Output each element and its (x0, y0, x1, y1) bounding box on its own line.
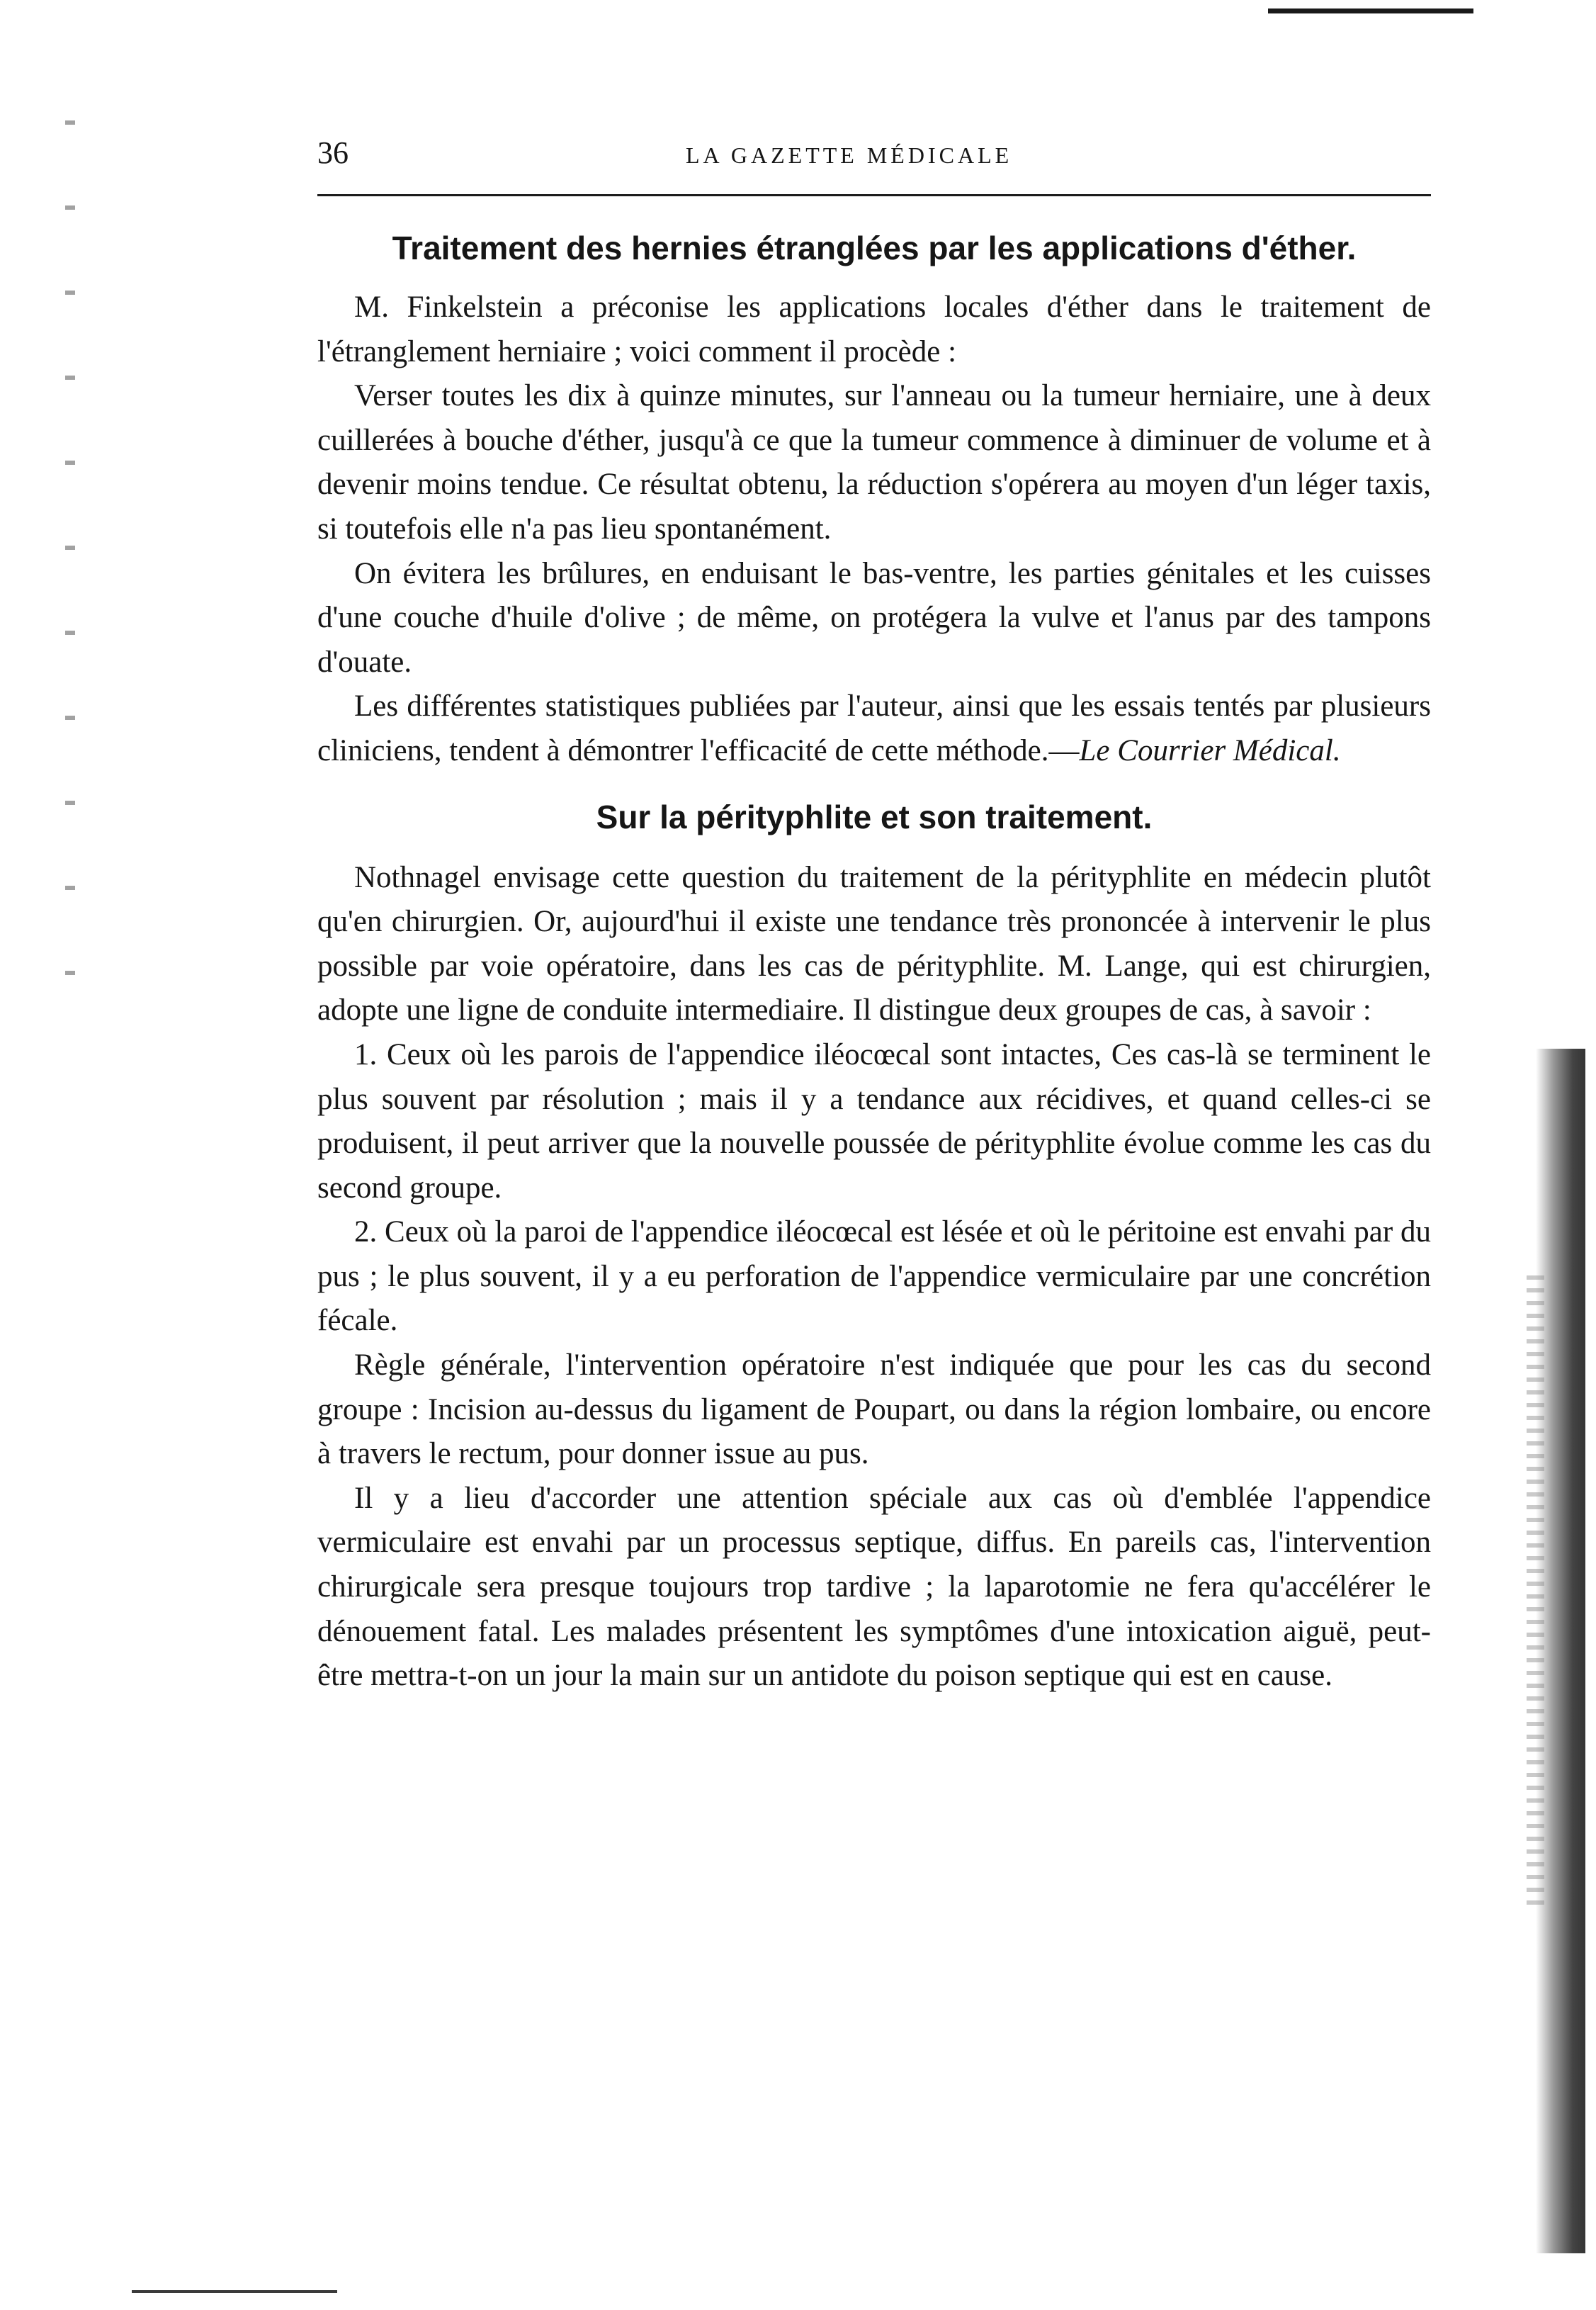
source-citation: Le Courrier Médical. (1079, 733, 1341, 767)
article-hernies (317, 226, 1431, 774)
article-paragraph: 1. Ceux où les parois de l'appendice iléocœcal sont intactes, Ces cas-là se terminent le plus souvent par résolution ; mais il y a tendance aux récidives, et quand celles-ci se produisent, il peut arriver que la nouvelle poussée de pérityphlite évolue comme les cas du second groupe. (317, 1037, 1431, 1205)
article-paragraph: M. Finkelstein a préconise les applications locales d'éther dans le traitement de l'étranglement herniaire ; voici comment il procède : (317, 291, 1431, 368)
article-paragraph: Nothnagel envisage cette question du traitement de la pérityphlite en médecin plutôt qu'en chirurgien. Or, aujourd'hui il existe une tendance très prononcée à intervenir le plus possible par voie opératoire, dans les cas de pérityphlite. M. Lange, qui est chirurgien, adopte une ligne de conduite intermediaire. Il distingue deux groupes de cas, à savoir : (317, 860, 1431, 1027)
article-paragraph-text: Les différentes statistiques publiées par l'auteur, ainsi que les essais tentés par plusieurs cliniciens, tendent à démontrer l'efficacité de cette méthode.— (317, 689, 1431, 767)
journal-title: LA GAZETTE MÉDICALE (686, 142, 1013, 168)
page-number: 36 (317, 135, 349, 170)
right-edge-scan-shadow (1536, 1049, 1585, 2253)
article-paragraph (317, 684, 1431, 773)
article-title: Traitement des hernies étranglées par les applications d'éther. (392, 230, 1357, 266)
article-paragraph: 2. Ceux où la paroi de l'appendice iléocœcal est lésée et où le péritoine est envahi par du pus ; le plus souvent, il y a eu perforation de l'appendice vermiculaire par une concrétion fécale. (317, 1215, 1431, 1338)
article-paragraph: Verser toutes les dix à quinze minutes, sur l'anneau ou la tumeur herniaire, une à deux cuillerées à bouche d'éther, jusqu'à ce que la tumeur commence à diminuer de volume et à devenir moins tendue. Ce résultat obtenu, la réduction s'opérera au moyen d'un léger taxis, si toutefois elle n'a pas lieu spontanément. (317, 379, 1431, 546)
header-rule (317, 194, 1431, 196)
article-paragraph: Il y a lieu d'accorder une attention spéciale aux cas où d'emblée l'appendice vermiculaire est envahi par un processus septique, diffus. En pareils cas, l'intervention chirurgicale sera presque toujours trop tardive ; la laparotomie ne fera qu'accélérer le dénouement fatal. Les malades présentent les symptômes d'une intoxication aiguë, peut-être mettra-t-on un jour la main sur un antidote du poison septique qui est en cause. (317, 1481, 1431, 1693)
bottom-edge-rule (132, 2290, 337, 2293)
running-head (317, 135, 1431, 184)
article-title: Sur la pérityphlite et son traitement. (596, 798, 1153, 835)
article-perityphlite (317, 795, 1431, 1698)
article-paragraph: On évitera les brûlures, en enduisant le bas-ventre, les parties génitales et les cuisses d'une couche d'huile d'olive ; de même, on protégera la vulve et l'anus par des tampons d'ouate. (317, 556, 1431, 679)
page-content (317, 135, 1431, 1698)
left-margin-marks (65, 78, 75, 1042)
article-paragraph: Règle générale, l'intervention opératoire n'est indiquée que pour les cas du second groupe : Incision au-dessus du ligament de Poupart, ou dans la région lombaire, ou encore à travers le rectum, pour donner issue au pus. (317, 1348, 1431, 1471)
top-edge-rule (1268, 9, 1473, 13)
